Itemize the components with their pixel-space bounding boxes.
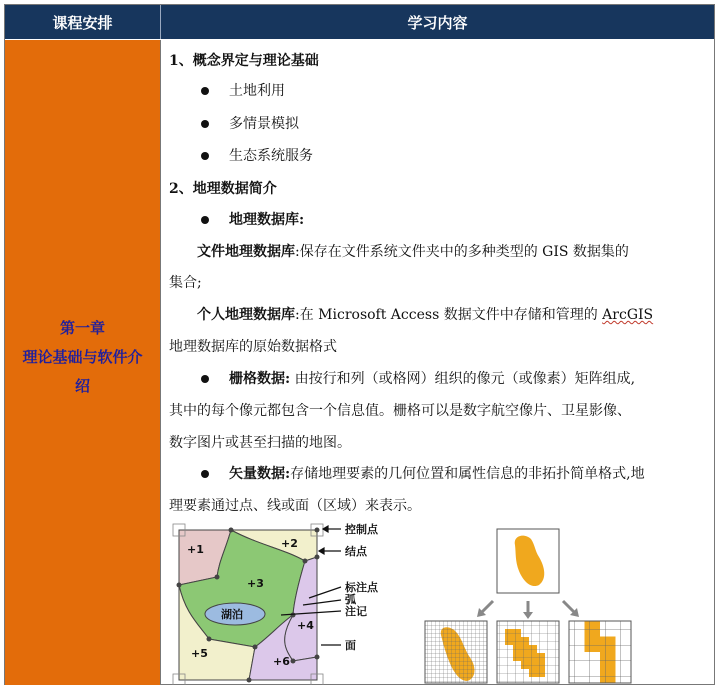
list-item-ecosystem-services: 生态系统服务	[229, 148, 313, 164]
fine-raster-grid	[425, 621, 487, 683]
fgdb-term: 文件地理数据库	[197, 244, 295, 260]
bullet-icon	[201, 152, 209, 160]
bullet-icon	[201, 216, 209, 224]
vector-term: 矢量数据:	[229, 466, 291, 482]
pgdb-paragraph-line-1	[197, 305, 653, 325]
vector-paragraph-line-2: 理要素通过点、线或面（区域）来表示。	[169, 498, 421, 514]
section-2-title: 2、地理数据简介	[169, 181, 277, 197]
callout-control-point: 控制点	[345, 523, 378, 536]
coarse-raster-grid	[569, 621, 631, 683]
gdb-heading: 地理数据库:	[229, 212, 305, 228]
section-1-title: 1、概念界定与理论基础	[169, 53, 319, 69]
fgdb-paragraph-line-2: 集合;	[169, 275, 202, 291]
raster-resolution-diagram	[419, 521, 641, 685]
callout-arc: 弧	[345, 593, 356, 606]
label-plus-4: +4	[297, 619, 314, 632]
bullet-icon	[201, 87, 209, 95]
chapter-line-3: 绍	[74, 377, 90, 395]
callout-label-point: 标注点	[345, 581, 378, 594]
lake-label: 湖泊	[221, 608, 243, 621]
pgdb-term: 个人地理数据库	[197, 307, 295, 323]
chapter-line-2: 理论基础与软件介	[22, 348, 143, 366]
fgdb-paragraph-line-1	[197, 242, 629, 262]
raster-paragraph-line-3: 数字图片或甚至扫描的地图。	[169, 435, 351, 451]
content-cell	[161, 40, 714, 685]
bullet-icon	[201, 120, 209, 128]
chapter-cell	[5, 40, 161, 685]
callout-node: 结点	[345, 545, 367, 558]
label-plus-5: +5	[191, 647, 208, 660]
chapter-title	[22, 314, 142, 401]
label-plus-3: +3	[247, 577, 264, 590]
callout-polygon: 面	[345, 639, 356, 652]
list-item-land-use: 土地利用	[229, 83, 285, 99]
header-course-schedule: 课程安排	[5, 5, 161, 39]
list-item-multi-scenario: 多情景模拟	[229, 116, 299, 132]
arrows	[477, 601, 579, 619]
header-learning-content: 学习内容	[161, 5, 714, 39]
arcgis-text: ArcGIS	[602, 307, 654, 323]
raster-desc: 由按行和列（或格网）组织的像元（或像素）矩阵组成,	[290, 371, 636, 387]
label-plus-1: +1	[187, 543, 204, 556]
label-plus-6: +6	[273, 655, 290, 668]
bullet-icon	[201, 375, 209, 383]
label-plus-2: +2	[281, 537, 298, 550]
raster-paragraph-line-1	[229, 369, 635, 389]
raster-paragraph-line-2: 其中的每个像元都包含一个信息值。栅格可以是数字航空像片、卫星影像、	[169, 403, 631, 419]
raster-term: 栅格数据:	[229, 371, 291, 387]
bullet-icon	[201, 470, 209, 478]
vector-data-diagram	[169, 521, 414, 685]
callout-annotation: 注记	[345, 605, 367, 618]
chapter-line-1: 第一章	[59, 319, 105, 337]
pgdb-desc: :在 Microsoft Access 数据文件中存储和管理的	[295, 307, 603, 323]
medium-raster-grid	[497, 621, 559, 683]
vector-paragraph-line-1	[229, 464, 645, 484]
course-table	[4, 4, 715, 685]
vector-desc: 存储地理要素的几何位置和属性信息的非拓扑简单格式,地	[290, 466, 645, 482]
fgdb-desc: :保存在文件系统文件夹中的多种类型的 GIS 数据集的	[295, 244, 629, 260]
pgdb-paragraph-line-2: 地理数据库的原始数据格式	[169, 339, 337, 355]
